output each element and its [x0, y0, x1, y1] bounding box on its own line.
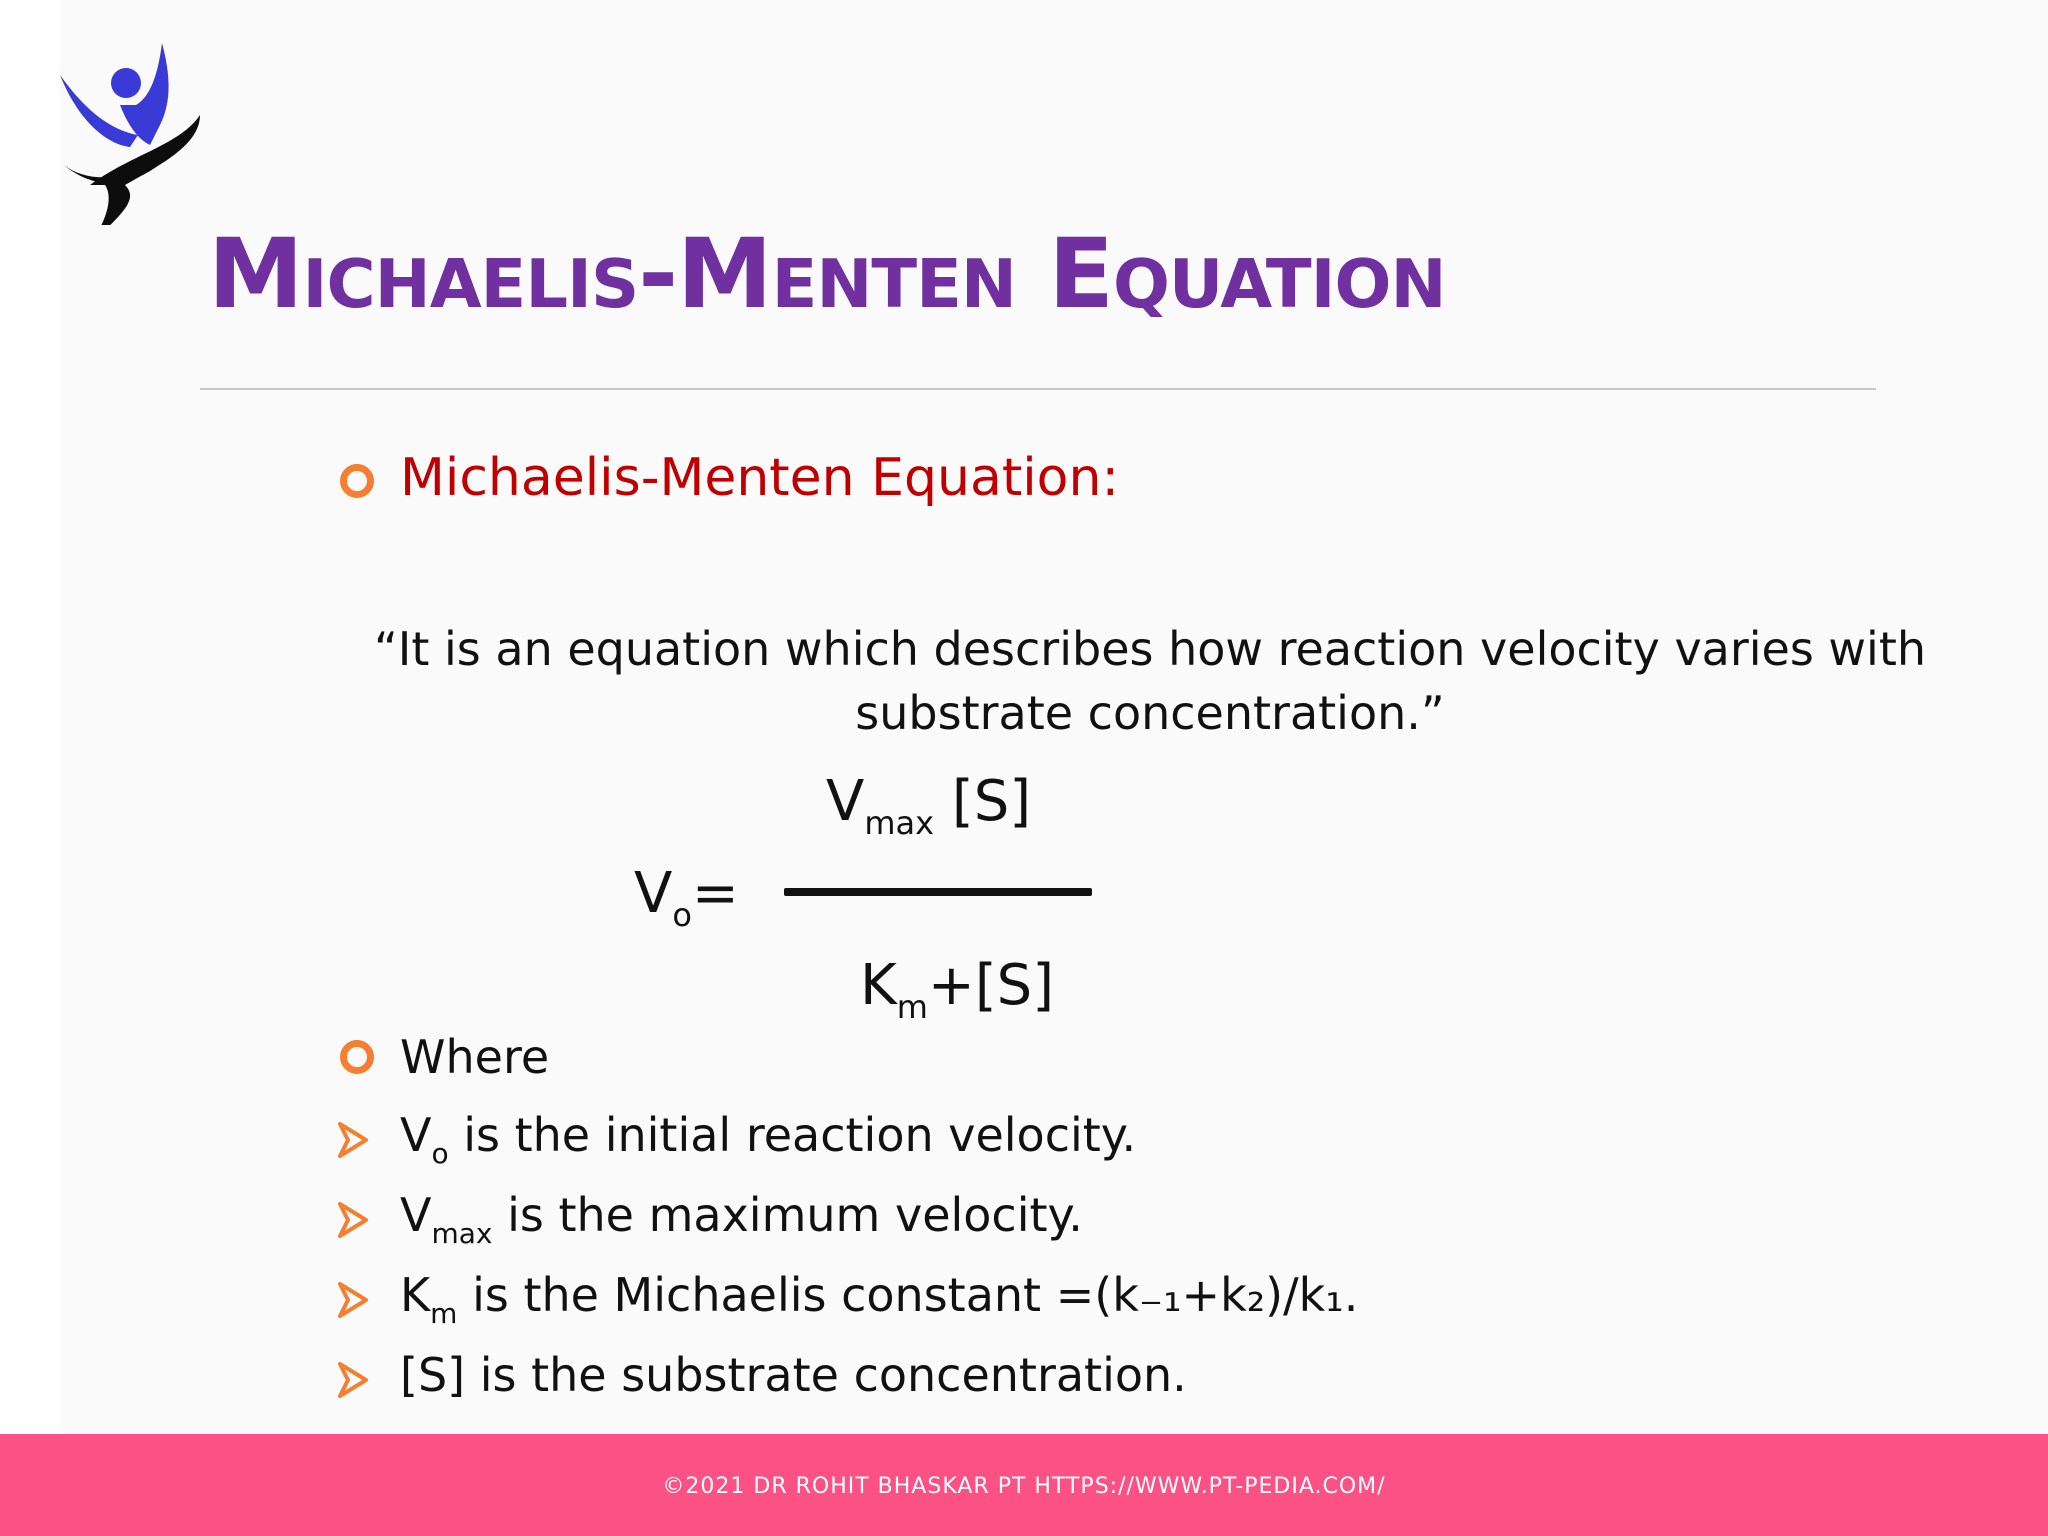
logo-figure-icon [50, 35, 210, 225]
slide-title: Michaelis-Menten Equation [208, 218, 1446, 330]
definition-item: $V_{max}$ is the maximum velocity. [400, 1188, 1083, 1250]
definition-item: $K_m$ is the Michaelis constant =(k₋₁+k₂)/k₁. [400, 1268, 1359, 1330]
fraction-bar [784, 888, 1092, 896]
definition-item: [S] is the substrate concentration. [400, 1348, 1187, 1402]
arrow-bullet-icon [338, 1202, 368, 1238]
equation-denominator: $K_m+[S]$ [860, 953, 1055, 1026]
section-heading: Michaelis-Menten Equation: [400, 448, 1119, 508]
definition-quote-line-2: substrate concentration.” [855, 686, 1445, 740]
equation-numerator: $V_{max}$ [S] [826, 769, 1032, 842]
definition-quote-line-1: “It is an equation which describes how reaction velocity varies with [373, 622, 1927, 676]
definition-item: $V_o$ is the initial reaction velocity. [400, 1108, 1137, 1170]
arrow-bullet-icon [338, 1362, 368, 1398]
ring-bullet-icon [340, 464, 374, 498]
ring-bullet-icon [340, 1040, 374, 1074]
footer-copyright: ©2021 DR ROHIT BHASKAR PT HTTPS://WWW.PT-PEDIA.COM/ [662, 1474, 1386, 1499]
arrow-bullet-icon [338, 1122, 368, 1158]
title-divider [200, 388, 1876, 390]
arrow-bullet-icon [338, 1282, 368, 1318]
where-label: Where [400, 1030, 550, 1084]
equation-lhs: $V_o=$ [634, 861, 739, 934]
